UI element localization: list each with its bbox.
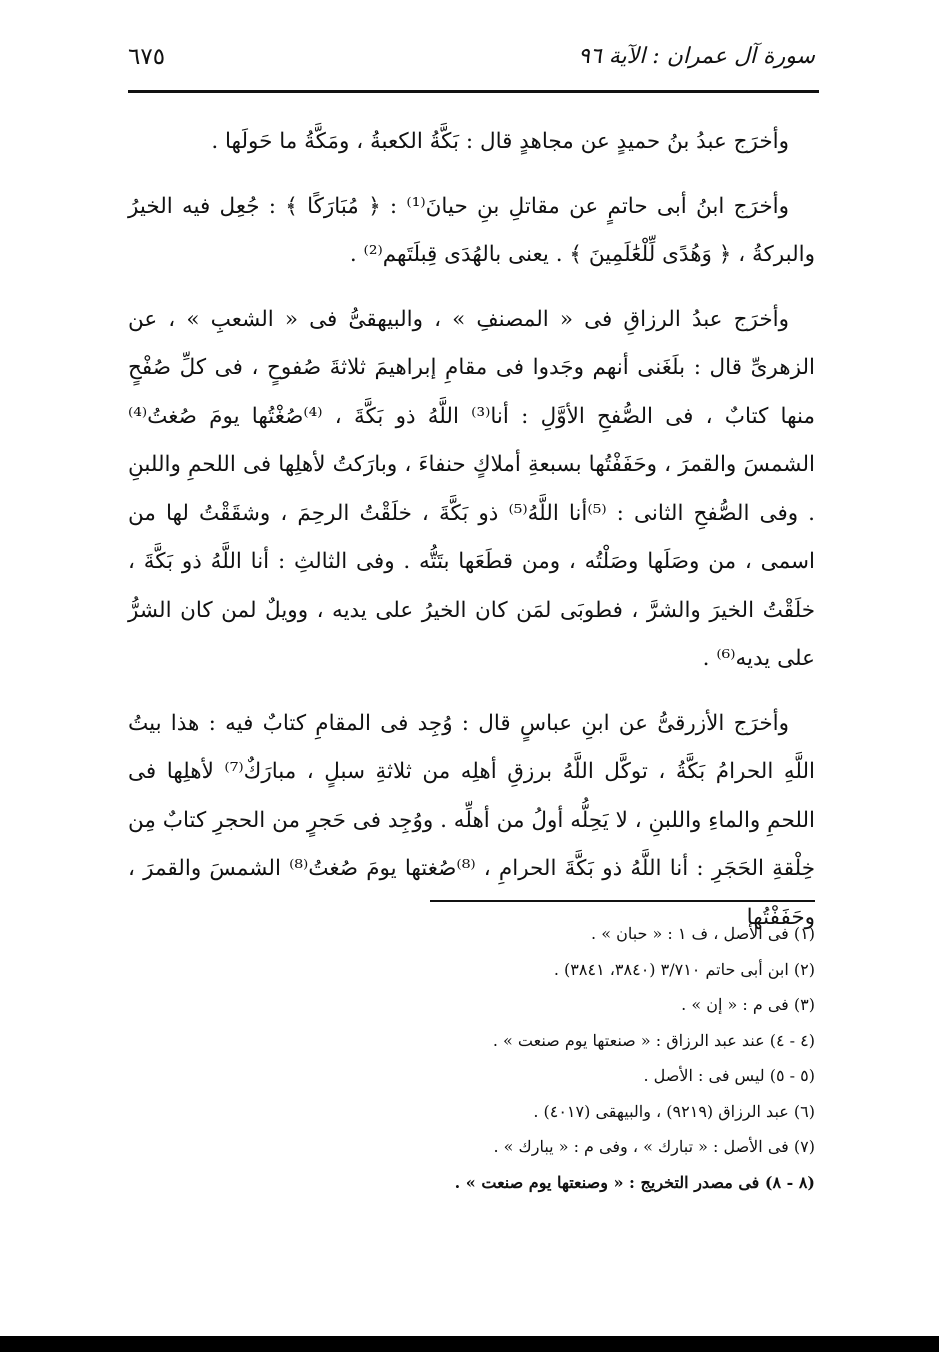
paragraph-2: وأخرَج ابنُ أبى حاتمٍ عن مقاتلِ بنِ حيانَ⁽¹⁾ : ﴿ مُبَارَكًا ﴾ : جُعِل فيه الخيرُ والبركةُ ، ﴿ وَهُدًى لِّلْعَٰلَمِينَ ﴾ . يعنى بالهُدَى قِبلَتَهم⁽²⁾ .: [128, 193, 815, 267]
footnote-2: (٢) ابن أبى حاتم ٣/٧١٠ (٣٨٤٠، ٣٨٤١) .: [553, 959, 815, 979]
page-number: ٦٧٥: [128, 44, 166, 70]
footnote-1: (١) فى الأصل ، ف ١ : « حبان » .: [591, 924, 815, 943]
footnote-separator: [430, 900, 815, 902]
paragraph-3: وأخرَج عبدُ الرزاقِ فى « المصنفِ » ، والبيهقىُّ فى « الشعبِ » ، عن الزهرىِّ قال : بلَغَنى أنهم وجَدوا فى مقامِ إبراهيمَ ثلاثةَ صُفوحٍ ، فى كلِّ صُفْحٍ منها كتابٌ ، فى الصُّفحِ الأوَّلِ : أنا⁽³⁾ اللَّهُ ذو بَكَّةَ ، ⁽⁴⁾صُغْتُها يومَ صُغتُ⁽⁴⁾ الشمسَ والقمرَ ، وحَفَفْتُها بسبعةِ أملاكٍ حنفاءَ ، وبارَكتُ لأهلِها فى اللحمِ واللبنِ . وفى الصُّفحِ الثانى : ⁽⁵⁾أنا اللَّهُ⁽⁵⁾ ذو بَكَّةَ ، خلَقْتُ الرحِمَ ، وشقَقْتُ لها من اسمى ، من وصَلَها وصَلْتُه ، ومن قطَعَها بتَتُّه . وفى الثالثِ : أنا اللَّهُ ذو بَكَّةَ ، خلَقْتُ الخيرَ والشرَّ ، فطوبَى لمَن كان الخيرُ على يديه ، وويلٌ لمن كان الشرُّ على يديه⁽⁶⁾ .: [128, 306, 816, 671]
footnote-4: (٤ - ٤) عند عبد الرزاق : « صنعتها يوم صنعت » .: [492, 1030, 815, 1050]
footnote-5: (٥ - ٥) ليس فى : الأصل .: [643, 1066, 815, 1085]
main-text: [128, 118, 815, 958]
header-rule: [128, 90, 819, 93]
paragraph-4: وأخرَج الأزرقىُّ عن ابنِ عباسٍ قال : وُجِد فى المقامِ كتابٌ فيه : هذا بيتُ اللَّهِ الحرامُ بَكَّةُ ، توكَّل اللَّهُ برزقِ أهلِه من ثلاثةِ سبلٍ ، مبارَكٌ⁽⁷⁾ لأهلِها فى اللحمِ والماءِ واللبنِ ، لا يَحِلُّه أولُ من أهلِّه . ووُجِد فى حَجرٍ من الحجرِ كتابٌ مِن خِلْقةِ الحَجَرِ : أنا اللَّهُ ذو بَكَّةَ الحرامِ ، ⁽⁸⁾صُغتها يومَ صُغتُ⁽⁸⁾ الشمسَ والقمرَ ، وحَفَفْتُها: [128, 710, 815, 930]
page-header: [128, 40, 815, 86]
scan-edge-bar: [0, 1336, 939, 1352]
footnote-6: (٦) عبد الرزاق (٩٢١٩) ، والبيهقى (٤٠١٧) .: [533, 1101, 815, 1121]
footnote-7: (٧) فى الأصل : « تبارك » ، وفى م : « يبارك » .: [493, 1137, 815, 1156]
footnote-8: (٨ - ٨) فى مصدر التخريج : « وصنعتها يوم صنعت » .: [454, 1172, 815, 1192]
footnote-3: (٣) فى م : « إن » .: [681, 995, 815, 1014]
paragraph-1: وأخرَج عبدُ بنُ حميدٍ عن مجاهدٍ قال : بَكَّةُ الكعبةُ ، ومَكَّةُ ما حَولَها .: [211, 129, 789, 154]
running-title: سورة آل عمران : الآية ٩٦: [578, 44, 815, 69]
footnotes: [140, 916, 815, 1200]
